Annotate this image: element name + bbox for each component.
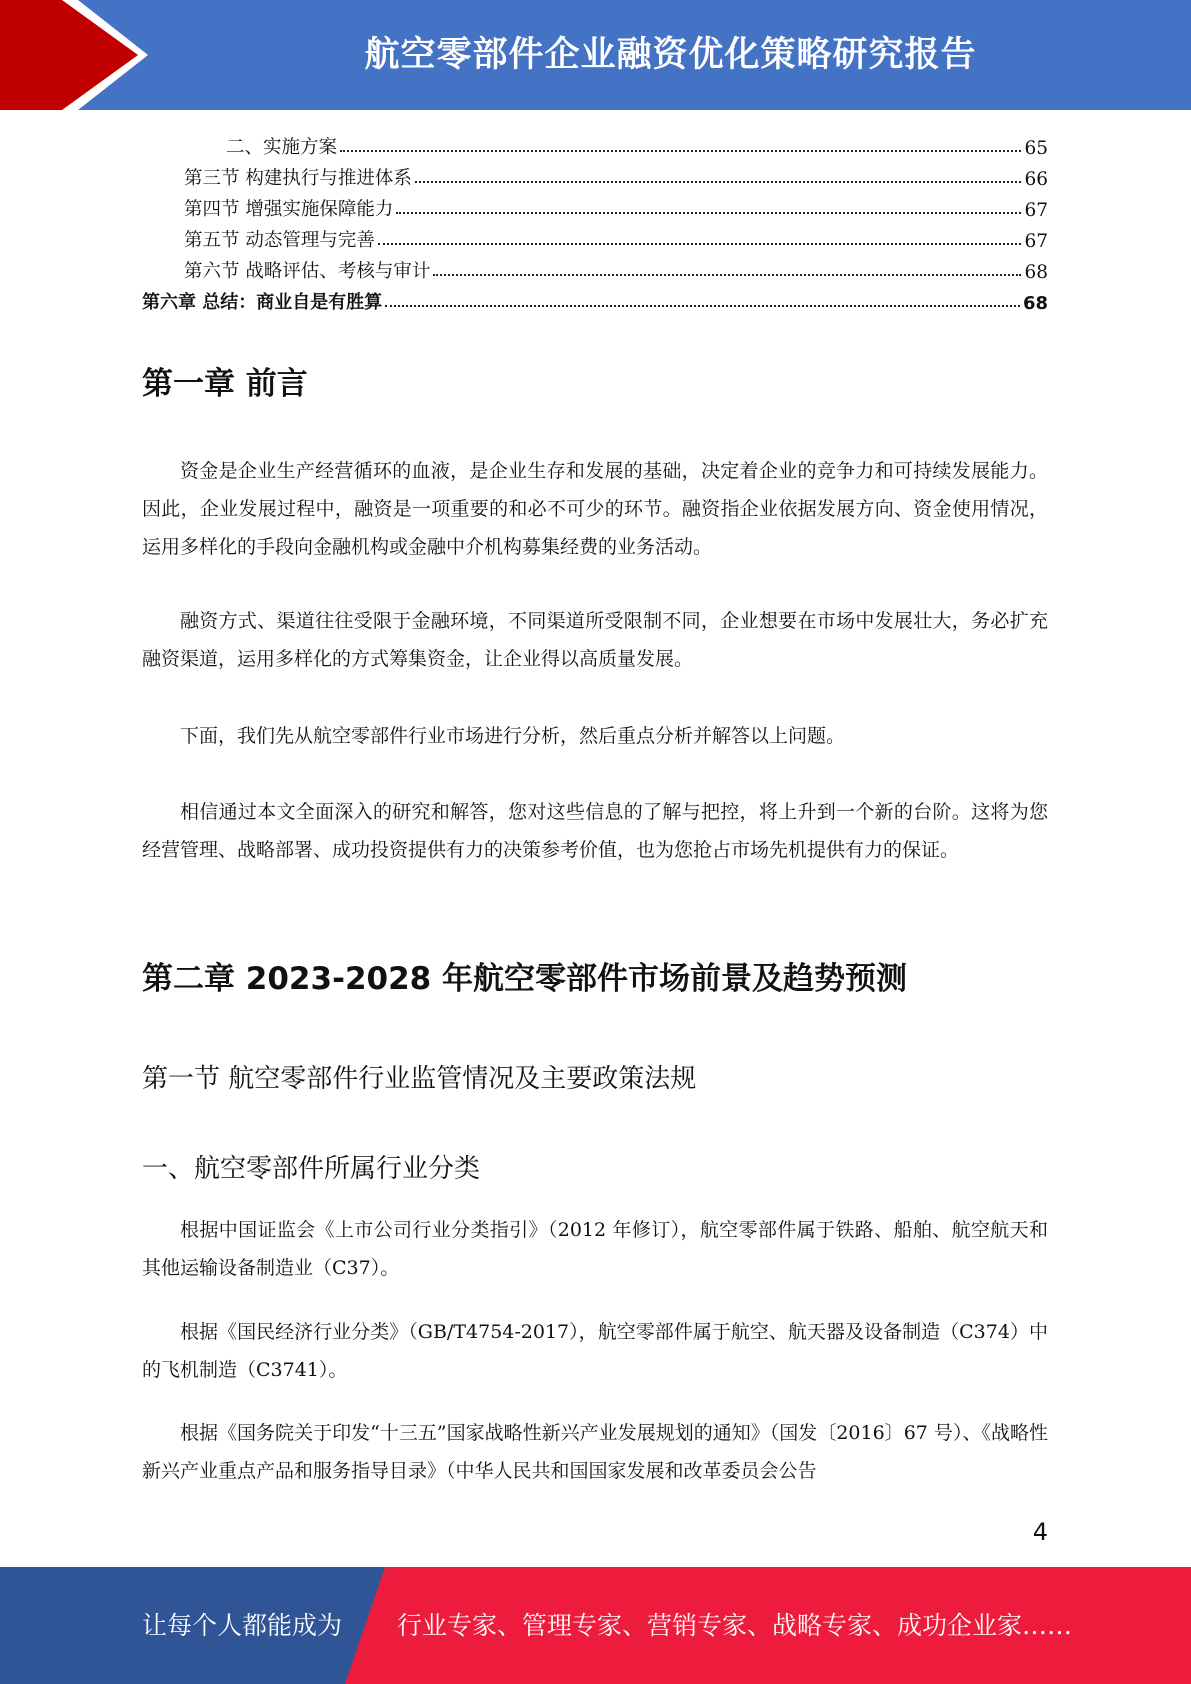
toc-entry-page: 68: [1022, 293, 1048, 314]
paragraph: 相信通过本文全面深入的研究和解答，您对这些信息的了解与把控，将上升到一个新的台阶。这将为您经营管理、战略部署、成功投资提供有力的决策参考价值，也为您抢占市场先机提供有力的保证。: [142, 801, 1048, 861]
toc-entry[interactable]: [142, 221, 1048, 252]
toc-entry-text: 第四节 增强实施保障能力: [184, 199, 394, 220]
toc-entry-text: 第六节 战略评估、考核与审计: [184, 261, 431, 282]
page-footer: [0, 1567, 1191, 1684]
toc-entry-page: 66: [1024, 169, 1048, 190]
table-of-contents: [142, 128, 1048, 314]
toc-entry[interactable]: [142, 128, 1048, 159]
toc-entry[interactable]: [142, 283, 1048, 314]
toc-leader: [340, 150, 1021, 152]
footer-slogan-right: 行业专家、管理专家、营销专家、战略专家、成功企业家……: [397, 1611, 1073, 1640]
paragraph: 融资方式、渠道往往受限于金融环境，不同渠道所受限制不同，企业想要在市场中发展壮大，务必扩充融资渠道，运用多样化的方式筹集资金，让企业得以高质量发展。: [142, 610, 1048, 670]
toc-entry[interactable]: [142, 159, 1048, 190]
toc-entry-text: 二、实施方案: [226, 137, 338, 158]
page-header: [0, 0, 1191, 110]
toc-entry[interactable]: [142, 252, 1048, 283]
toc-leader: [396, 212, 1021, 214]
toc-entry-page: 68: [1024, 262, 1048, 283]
report-title: 航空零部件企业融资优化策略研究报告: [364, 35, 977, 75]
toc-leader: [415, 181, 1022, 183]
paragraph: 资金是企业生产经营循环的血液，是企业生存和发展的基础，决定着企业的竞争力和可持续发展能力。因此，企业发展过程中，融资是一项重要的和必不可少的环节。融资指企业依据发展方向、资金使用情况，运用多样化的手段向金融机构或金融中介机构募集经费的业务活动。: [142, 460, 1048, 558]
toc-entry-page: 67: [1024, 200, 1048, 221]
toc-entry-page: 65: [1024, 138, 1048, 159]
toc-entry-text: 第五节 动态管理与完善: [184, 230, 375, 251]
toc-entry-page: 67: [1024, 231, 1048, 252]
chapter-1-heading: 第一章 前言: [142, 366, 308, 402]
footer-slogan-left: 让每个人都能成为: [142, 1611, 343, 1640]
paragraph: 根据《国务院关于印发“十三五”国家战略性新兴产业发展规划的通知》（国发〔2016〕67 号）、《战略性新兴产业重点产品和服务指导目录》（中华人民共和国国家发展和改革委员会公告: [142, 1422, 1048, 1482]
subsection-heading: 一、航空零部件所属行业分类: [142, 1154, 481, 1184]
toc-entry-text: 第六章 总结：商业自是有胜算: [142, 292, 383, 313]
toc-leader: [433, 274, 1021, 276]
page-number: 4: [1032, 1518, 1048, 1546]
toc-leader: [378, 243, 1022, 245]
toc-entry-text: 第三节 构建执行与推进体系: [184, 168, 412, 189]
paragraph: 下面，我们先从航空零部件行业市场进行分析，然后重点分析并解答以上问题。: [180, 725, 846, 747]
chapter-2-heading: 第二章 2023-2028 年航空零部件市场前景及趋势预测: [142, 961, 908, 997]
toc-leader: [385, 305, 1020, 307]
paragraph: 根据《国民经济行业分类》（GB/T4754-2017），航空零部件属于航空、航天器及设备制造（C374）中的飞机制造（C3741）。: [142, 1321, 1048, 1381]
paragraph: 根据中国证监会《上市公司行业分类指引》（2012 年修订），航空零部件属于铁路、船舶、航空航天和其他运输设备制造业（C37）。: [142, 1219, 1048, 1279]
section-heading: 第一节 航空零部件行业监管情况及主要政策法规: [142, 1064, 697, 1094]
header-arrow-icon: [0, 0, 160, 110]
toc-entry[interactable]: [142, 190, 1048, 221]
